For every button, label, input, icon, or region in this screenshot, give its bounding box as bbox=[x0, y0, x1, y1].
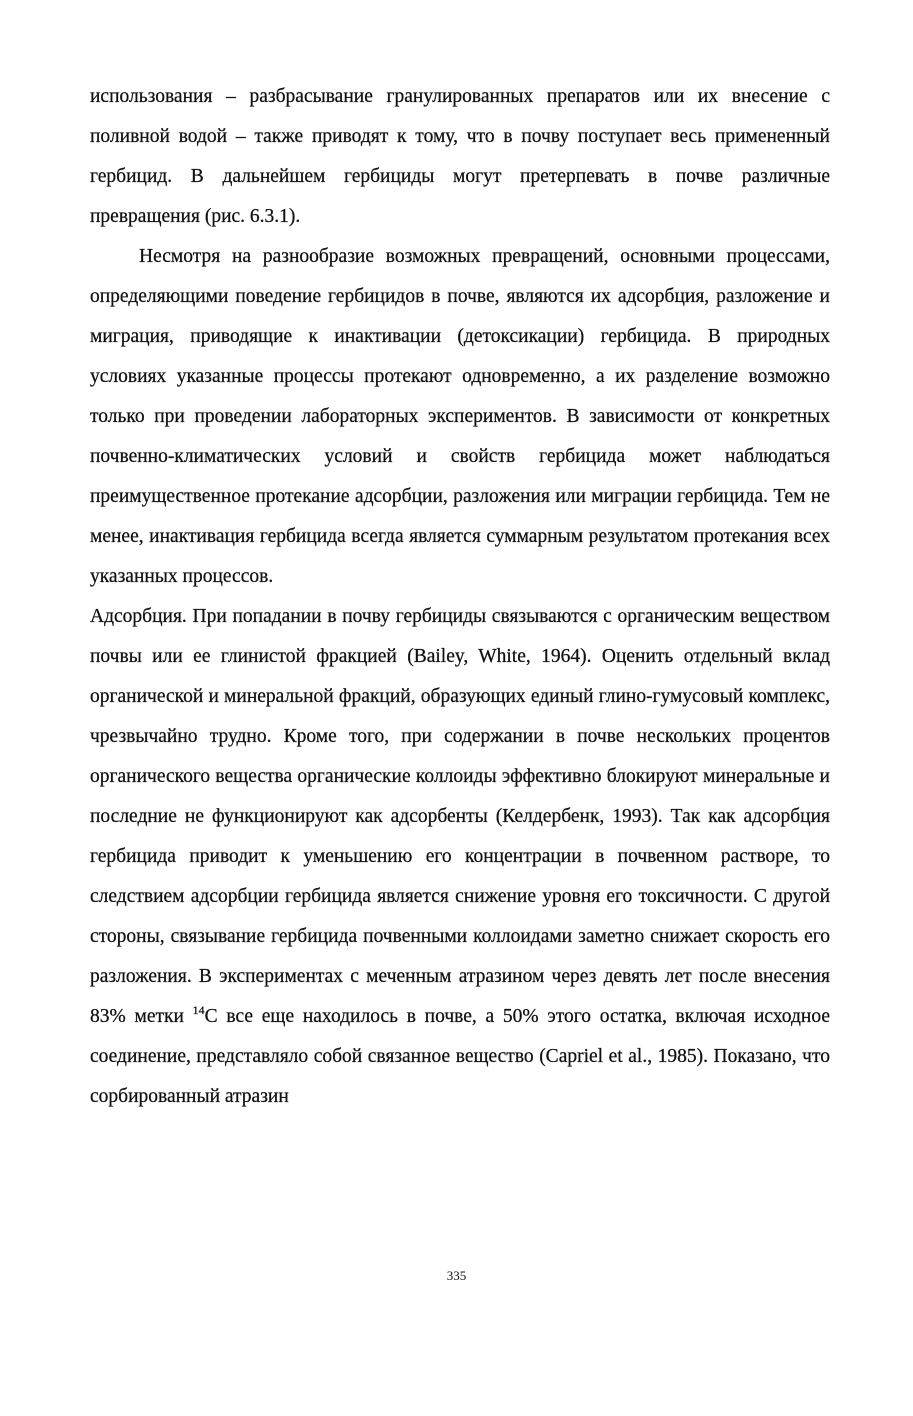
page-number: 335 bbox=[446, 1268, 467, 1283]
isotope-superscript: 14 bbox=[192, 1002, 205, 1017]
adsorption-text-end: С все еще находилось в почве, а 50% этого остатка, включая исходное соединение, представляло собой связанное вещество (Capriel et al., 1985). Показано, что сорбированный атразин bbox=[90, 1006, 830, 1107]
body-text bbox=[90, 77, 830, 1117]
paragraph-processes: Несмотря на разнообразие возможных превращений, основными процессами, определяющими поведение гербицидов в почве, являются их адсорбция, разложение и миграция, приводящие к инактивации (детоксикации) гербицида. В природных условиях указанные процессы протекают одновременно, а их разделение возможно только при проведении лабораторных экспериментов. В зависимости от конкретных почвенно-климатических условий и свойств гербицида может наблюдаться преимущественное протекание адсорбции, разложения или миграции гербицида. Тем не менее, инактивация гербицида всегда является суммарным результатом протекания всех указанных процессов. bbox=[90, 246, 830, 587]
adsorption-text-start: Адсорбция. При попадании в почву гербициды связываются с органическим веществом почвы или ее глинистой фракцией (Bailey, White, 1964). Оценить отдельный вклад органической и минеральной фракций, образующих единый глино-гумусовый комплекс, чрезвычайно трудно. Кроме того, при содержании в почве нескольких процентов органического вещества органические коллоиды эффективно блокируют минеральные и последние не функционируют как адсорбенты (Келдербенк, 1993). Так как адсорбция гербицида приводит к уменьшению его концентрации в почвенном растворе, то следствием адсорбции гербицида является снижение уровня его токсичности. С другой стороны, связывание гербицида почвенными коллоидами заметно снижает скорость его разложения. В экспериментах с меченным атразином через девять лет после внесения 83% метки bbox=[90, 606, 830, 1027]
paragraph-adsorption bbox=[90, 597, 830, 1117]
paragraph-continuation: использования – разбрасывание гранулированных препаратов или их внесение с поливной водой – также приводят к тому, что в почву поступает весь примененный гербицид. В дальнейшем гербициды могут претерпевать в почве различные превращения (рис. 6.3.1). bbox=[90, 86, 830, 227]
